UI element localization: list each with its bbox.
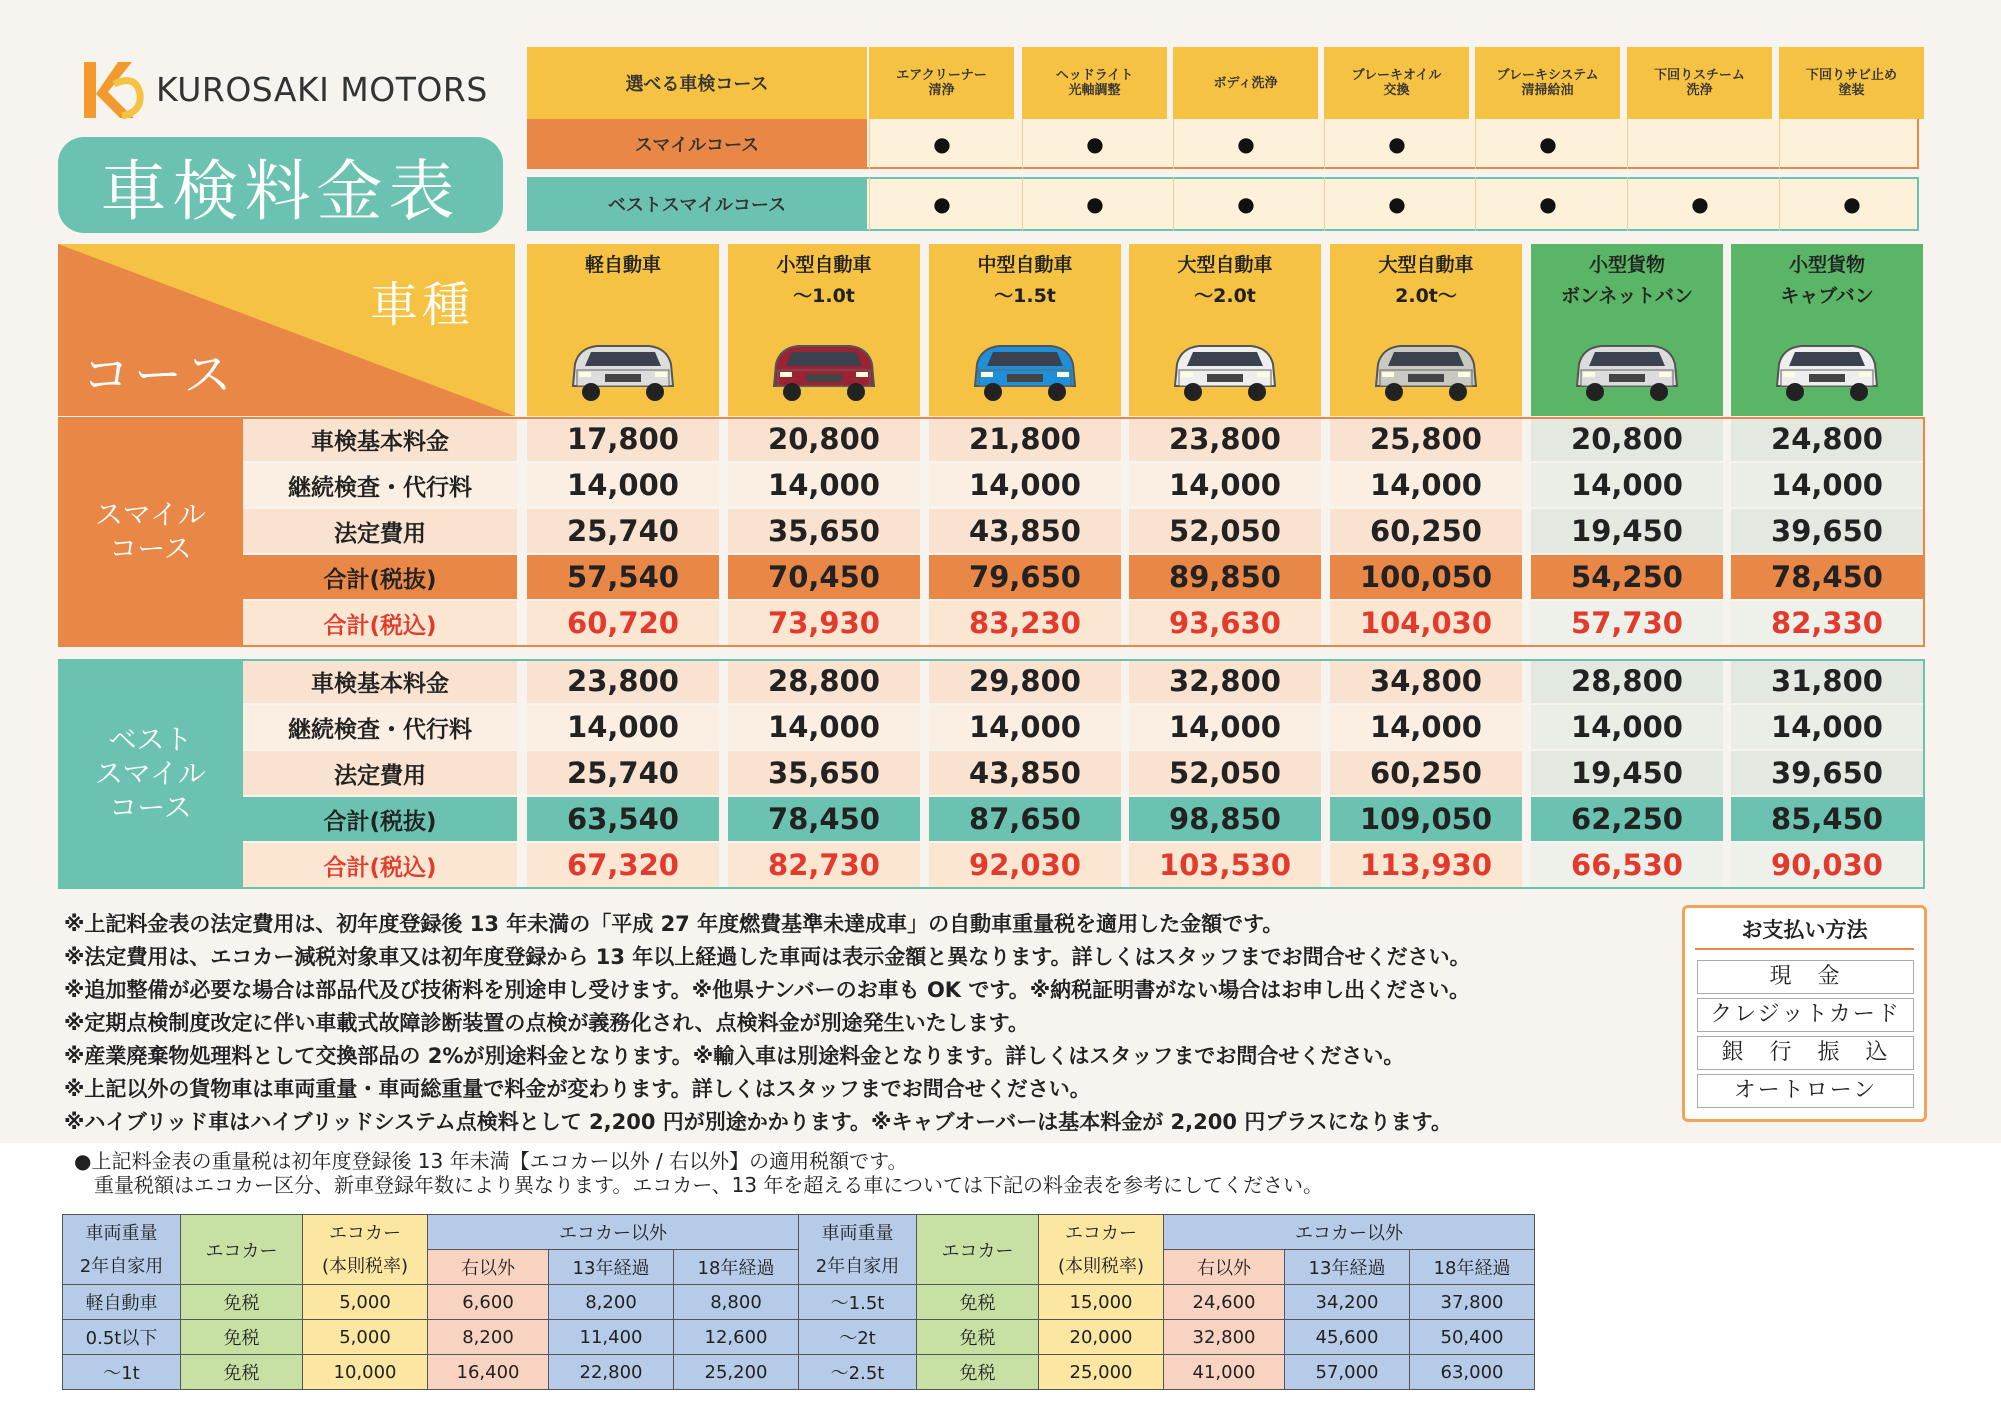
- tax-table-body: [63, 1285, 1535, 1390]
- smile_course-price-cell: 93,630: [1129, 601, 1321, 645]
- tax-cell: 免税: [917, 1355, 1039, 1390]
- tax-note-line: 重量税額はエコカー区分、新車登録年数により異なります。エコカー、13 年を超える車については下記の料金表を参考にしてください。: [74, 1173, 1324, 1197]
- best_course-label: ベスト スマイル コース: [58, 659, 243, 889]
- best_course-price-cell: 34,800: [1330, 659, 1522, 703]
- tax-cell: 20,000: [1039, 1320, 1164, 1355]
- course-option-header: 下回りスチーム 洗浄: [1627, 47, 1772, 119]
- car-image: [1366, 340, 1486, 406]
- brand-name: KUROSAKI MOTORS: [156, 70, 488, 109]
- payment-title: お支払い方法: [1741, 918, 1868, 942]
- vehicle-header-5: [1531, 244, 1723, 416]
- best_course-row-label: 車検基本料金: [243, 659, 517, 703]
- tax-cell: ～2.5t: [799, 1355, 917, 1390]
- car-image: [965, 340, 1085, 406]
- tax-header-text: 車両重量: [85, 1222, 158, 1244]
- car-image: [1567, 340, 1687, 406]
- best_course-price-cell: 39,650: [1731, 751, 1923, 795]
- smile_course-price-cell: 60,250: [1330, 509, 1522, 553]
- tax-cell: 24,600: [1164, 1285, 1285, 1320]
- best_course-price-cell: 66,530: [1531, 843, 1723, 887]
- logo-icon: [78, 54, 148, 122]
- smile_course-price-cell: 21,800: [929, 417, 1121, 461]
- vehicle-name: [1531, 250, 1723, 312]
- tax-header-eco-std: [303, 1215, 428, 1285]
- best_course-row-label: 法定費用: [243, 751, 517, 795]
- best_course-price-cell: 85,450: [1731, 797, 1923, 841]
- note-line: ※上記料金表の法定費用は、初年度登録後 13 年未満の「平成 27 年度燃費基準未達成車」の自動車重量税を適用した金額です。: [64, 912, 1284, 936]
- tax-cell: 57,000: [1285, 1355, 1410, 1390]
- vehicle-name: [929, 250, 1121, 312]
- vehicle-name: [1129, 250, 1321, 312]
- tax-cell: 8,200: [549, 1285, 674, 1320]
- best_course-price-cell: 29,800: [929, 659, 1121, 703]
- best-course-mark: ●: [1475, 177, 1620, 231]
- smile_course-price-cell: 39,650: [1731, 509, 1923, 553]
- best_course-price-cell: 28,800: [728, 659, 920, 703]
- smile_course-price-cell: 24,800: [1731, 417, 1923, 461]
- smile-course-mark: [1627, 119, 1772, 169]
- smile_course-price-cell: 104,030: [1330, 601, 1522, 645]
- vehicle-class-line: ～1.5t: [994, 285, 1056, 307]
- best_course-row-label: 継続検査・代行料: [243, 705, 517, 749]
- vehicle-name-line: 小型自動車: [776, 254, 872, 276]
- smile-course-mark: [1779, 119, 1924, 169]
- best-course-mark: ●: [1779, 177, 1924, 231]
- best_course-price-cell: 43,850: [929, 751, 1121, 795]
- vehicle-header-6: [1731, 244, 1923, 416]
- smile_course-price-cell: 20,800: [1531, 417, 1723, 461]
- tax-cell: 軽自動車: [63, 1285, 181, 1320]
- best_course-price-cell: 14,000: [1330, 705, 1522, 749]
- vehicle-name: [1731, 250, 1923, 312]
- best_course-price-cell: 62,250: [1531, 797, 1723, 841]
- tax-cell: ～1t: [63, 1355, 181, 1390]
- tax-header-text: エコカー: [1065, 1222, 1137, 1244]
- smile-course-mark: ●: [1324, 119, 1469, 169]
- tax-header-text: 2年自家用: [79, 1255, 164, 1277]
- tax-cell: 22,800: [549, 1355, 674, 1390]
- best_course-price-cell: 31,800: [1731, 659, 1923, 703]
- tax-header-text: (本則税率): [1057, 1255, 1145, 1277]
- tax-subheader: 13年経過: [549, 1250, 674, 1285]
- best_course-price-cell: 90,030: [1731, 843, 1923, 887]
- best_course-price-cell: 14,000: [1731, 705, 1923, 749]
- best_course-price-cell: 98,850: [1129, 797, 1321, 841]
- smile_course-price-cell: 43,850: [929, 509, 1121, 553]
- best_course-price-cell: 14,000: [1531, 705, 1723, 749]
- tax-cell: 45,600: [1285, 1320, 1410, 1355]
- best_course-price-cell: 103,530: [1129, 843, 1321, 887]
- smile-course-name: スマイルコース: [527, 119, 867, 169]
- tax-subheader: 右以外: [428, 1250, 549, 1285]
- tax-cell: 免税: [181, 1285, 303, 1320]
- smile_course-price-cell: 57,730: [1531, 601, 1723, 645]
- tax-cell: 37,800: [1410, 1285, 1535, 1320]
- course-option-header: ブレーキオイル 交換: [1324, 47, 1469, 119]
- best_course-price-cell: 28,800: [1531, 659, 1723, 703]
- tax-cell: ～1.5t: [799, 1285, 917, 1320]
- course-option-header: ボディ洗浄: [1173, 47, 1318, 119]
- tax-subheader: 13年経過: [1285, 1250, 1410, 1285]
- payment-bank-transfer: 銀 行 振 込: [1697, 1036, 1914, 1070]
- vehicle-class-line: ～2.0t: [1194, 285, 1256, 307]
- payment-auto-loan: オートローン: [1697, 1074, 1914, 1108]
- best_course-price-cell: 67,320: [527, 843, 719, 887]
- tax-row: [63, 1320, 1535, 1355]
- smile_course-price-cell: 17,800: [527, 417, 719, 461]
- best_course-price-cell: 19,450: [1531, 751, 1723, 795]
- tax-cell: 12,600: [674, 1320, 799, 1355]
- smile_course-price-cell: 82,330: [1731, 601, 1923, 645]
- weight-tax-table: [62, 1214, 1535, 1390]
- brand-logo: [78, 54, 498, 124]
- smile_course-row-label: 合計(税込): [243, 601, 517, 645]
- best_course-price-cell: 14,000: [728, 705, 920, 749]
- tax-header-eco: エコカー: [181, 1215, 303, 1285]
- tax-cell: 8,200: [428, 1320, 549, 1355]
- note-line: ※ハイブリッド車はハイブリッドシステム点検料として 2,200 円が別途かかります。※キャブオーバーは基本料金が 2,200 円プラスになります。: [64, 1110, 1452, 1134]
- tax-cell: ～2t: [799, 1320, 917, 1355]
- vehicle-name-line: 小型貨物: [1588, 254, 1665, 276]
- payment-methods-box: [1682, 905, 1927, 1122]
- smile_course-price-cell: 14,000: [929, 463, 1121, 507]
- smile_course-price-cell: 73,930: [728, 601, 920, 645]
- best_course-price-cell: 14,000: [929, 705, 1121, 749]
- best_course-price-cell: 82,730: [728, 843, 920, 887]
- vehicle-name: [728, 250, 920, 312]
- tax-subheader: 18年経過: [674, 1250, 799, 1285]
- car-image: [764, 340, 884, 406]
- tax-cell: 6,600: [428, 1285, 549, 1320]
- smile_course-row-label: 継続検査・代行料: [243, 463, 517, 507]
- vehicle-class-line: キャブバン: [1780, 285, 1874, 307]
- tax-row: [63, 1285, 1535, 1320]
- tax-cell: 34,200: [1285, 1285, 1410, 1320]
- tax-header-text: 車両重量: [821, 1222, 894, 1244]
- car-image: [1165, 340, 1285, 406]
- note-line: ※追加整備が必要な場合は部品代及び技術料を別途申し受けます。※他県ナンバーのお車も OK です。※納税証明書がない場合はお申し出ください。: [64, 978, 1471, 1002]
- course-select-header: 選べる車検コース: [527, 47, 867, 119]
- best_course-price-cell: 78,450: [728, 797, 920, 841]
- smile_course-price-cell: 89,850: [1129, 555, 1321, 599]
- vehicle-class-line: ～1.0t: [793, 285, 855, 307]
- tax-subheader: 18年経過: [1410, 1250, 1535, 1285]
- best-course-name: ベストスマイルコース: [527, 177, 867, 231]
- note-line: ※法定費用は、エコカー減税対象車又は初年度登録から 13 年以上経過した車両は表示金額と異なります。詳しくはスタッフまでお問合せください。: [64, 945, 1471, 969]
- smile_course-price-cell: 70,450: [728, 555, 920, 599]
- tax-cell: 41,000: [1164, 1355, 1285, 1390]
- smile_course-price-cell: 23,800: [1129, 417, 1321, 461]
- best_course-row-label: 合計(税込): [243, 843, 517, 887]
- tax-header-noneco: エコカー以外: [428, 1215, 799, 1250]
- best-course-mark: ●: [1173, 177, 1318, 231]
- tax-cell: 8,800: [674, 1285, 799, 1320]
- tax-cell: 免税: [917, 1320, 1039, 1355]
- best_course-price-cell: 60,250: [1330, 751, 1522, 795]
- smile-course-mark: ●: [869, 119, 1014, 169]
- best-course-mark: ●: [869, 177, 1014, 231]
- vehicle-class-line: ボンネットバン: [1560, 285, 1694, 307]
- best_course-row-label: 合計(税抜): [243, 797, 517, 841]
- smile_course-price-cell: 14,000: [527, 463, 719, 507]
- best_course-price-cell: 35,650: [728, 751, 920, 795]
- tax-note-line: ●上記料金表の重量税は初年度登録後 13 年未満【エコカー以外 / 右以外】の適用税額です。: [74, 1149, 908, 1173]
- smile_course-price-cell: 83,230: [929, 601, 1121, 645]
- smile_course-price-cell: 52,050: [1129, 509, 1321, 553]
- tax-header-weight: [63, 1215, 181, 1285]
- tax-header-eco: エコカー: [917, 1215, 1039, 1285]
- smile_course-price-cell: 25,800: [1330, 417, 1522, 461]
- tax-cell: 15,000: [1039, 1285, 1164, 1320]
- vehicle-class-line: 2.0t～: [1395, 285, 1457, 307]
- best_course-price-cell: 14,000: [1129, 705, 1321, 749]
- course-option-header: ブレーキシステム 清掃給油: [1475, 47, 1620, 119]
- vehicle-name-line: 軽自動車: [584, 254, 661, 276]
- tax-header-noneco: エコカー以外: [1164, 1215, 1535, 1250]
- smile_course-price-cell: 79,650: [929, 555, 1121, 599]
- smile_course-row-label: 車検基本料金: [243, 417, 517, 461]
- best_course-price-cell: 63,540: [527, 797, 719, 841]
- course-option-header: エアクリーナー 清浄: [869, 47, 1014, 119]
- best-course-mark: ●: [1324, 177, 1469, 231]
- vehicle-name: [1330, 250, 1522, 312]
- best_course-price-cell: 109,050: [1330, 797, 1522, 841]
- best_course-price-cell: 92,030: [929, 843, 1121, 887]
- tax-cell: 11,400: [549, 1320, 674, 1355]
- tax-row: [63, 1355, 1535, 1390]
- car-image: [563, 340, 683, 406]
- smile_course-price-cell: 14,000: [1731, 463, 1923, 507]
- course-option-header: ヘッドライト 光軸調整: [1022, 47, 1167, 119]
- smile_course-price-cell: 78,450: [1731, 555, 1923, 599]
- tax-cell: 25,200: [674, 1355, 799, 1390]
- smile_course-price-cell: 14,000: [1129, 463, 1321, 507]
- smile_course-price-cell: 20,800: [728, 417, 920, 461]
- tax-cell: 10,000: [303, 1355, 428, 1390]
- best_course-price-cell: 32,800: [1129, 659, 1321, 703]
- payment-credit-card: クレジットカード: [1697, 998, 1914, 1032]
- best-course-mark: ●: [1022, 177, 1167, 231]
- best_course-price-cell: 25,740: [527, 751, 719, 795]
- tax-cell: 25,000: [1039, 1355, 1164, 1390]
- tax-cell: 16,400: [428, 1355, 549, 1390]
- tax-cell: 免税: [181, 1355, 303, 1390]
- note-line: ※定期点検制度改定に伴い車載式故障診断装置の点検が義務化され、点検料金が別途発生いたします。: [64, 1011, 1029, 1035]
- vehicle-header-2: [929, 244, 1121, 416]
- vehicle-name: [527, 250, 719, 281]
- vehicle-name-line: 中型自動車: [977, 254, 1073, 276]
- smile_course-price-cell: 100,050: [1330, 555, 1522, 599]
- tax-header-eco-std: [1039, 1215, 1164, 1285]
- smile_course-price-cell: 60,720: [527, 601, 719, 645]
- best_course-price-cell: 23,800: [527, 659, 719, 703]
- note-line: ※上記以外の貨物車は車両重量・車両総重量で料金が変わります。詳しくはスタッフまでお問合せください。: [64, 1077, 1091, 1101]
- tax-header-weight: [799, 1215, 917, 1285]
- vehicle-name-line: 大型自動車: [1177, 254, 1273, 276]
- smile_course-price-cell: 14,000: [1330, 463, 1522, 507]
- tax-cell: 0.5t以下: [63, 1320, 181, 1355]
- smile_course-price-cell: 14,000: [1531, 463, 1723, 507]
- smile_course-price-cell: 25,740: [527, 509, 719, 553]
- divider: [1695, 948, 1914, 950]
- best_course-price-cell: 14,000: [527, 705, 719, 749]
- best_course-price-cell: 113,930: [1330, 843, 1522, 887]
- tax-cell: 5,000: [303, 1285, 428, 1320]
- note-line: ※産業廃棄物処理料として交換部品の 2%が別途料金となります。※輸入車は別途料金となります。詳しくはスタッフまでお問合せください。: [64, 1044, 1405, 1068]
- notes: [64, 908, 1684, 1139]
- course-option-header: 下回りサビ止め 塗装: [1779, 47, 1924, 119]
- best_course-price-cell: 52,050: [1129, 751, 1321, 795]
- smile-course-mark: ●: [1173, 119, 1318, 169]
- tax-header-text: 2年自家用: [815, 1255, 900, 1277]
- smile_course-row-label: 法定費用: [243, 509, 517, 553]
- vehicle-header-3: [1129, 244, 1321, 416]
- vehicle-name-line: 大型自動車: [1378, 254, 1474, 276]
- tax-cell: 5,000: [303, 1320, 428, 1355]
- smile-course-mark: ●: [1022, 119, 1167, 169]
- vehicle-header-4: [1330, 244, 1522, 416]
- best-course-mark: ●: [1627, 177, 1772, 231]
- vehicle-name-line: 小型貨物: [1788, 254, 1865, 276]
- page-title: 車検料金表: [58, 137, 503, 233]
- course-label: コース: [82, 347, 236, 403]
- tax-header-text: (本則税率): [321, 1255, 409, 1277]
- vehicle-type-label: 車種: [370, 277, 475, 333]
- smile_course-label: スマイル コース: [58, 417, 243, 647]
- tax-cell: 32,800: [1164, 1320, 1285, 1355]
- smile_course-price-cell: 57,540: [527, 555, 719, 599]
- tax-subheader: 右以外: [1164, 1250, 1285, 1285]
- vehicle-header-1: [728, 244, 920, 416]
- best_course-price-cell: 87,650: [929, 797, 1121, 841]
- tax-cell: 免税: [917, 1285, 1039, 1320]
- smile_course-price-cell: 14,000: [728, 463, 920, 507]
- smile_course-price-cell: 35,650: [728, 509, 920, 553]
- smile-course-mark: ●: [1475, 119, 1620, 169]
- vehicle-header-0: [527, 244, 719, 416]
- payment-cash: 現 金: [1697, 960, 1914, 994]
- tax-note: [74, 1149, 1323, 1197]
- tax-cell: 50,400: [1410, 1320, 1535, 1355]
- smile_course-price-cell: 19,450: [1531, 509, 1723, 553]
- smile_course-row-label: 合計(税抜): [243, 555, 517, 599]
- tax-header-text: エコカー: [329, 1222, 401, 1244]
- car-image: [1767, 340, 1887, 406]
- smile_course-price-cell: 54,250: [1531, 555, 1723, 599]
- tax-cell: 63,000: [1410, 1355, 1535, 1390]
- tax-cell: 免税: [181, 1320, 303, 1355]
